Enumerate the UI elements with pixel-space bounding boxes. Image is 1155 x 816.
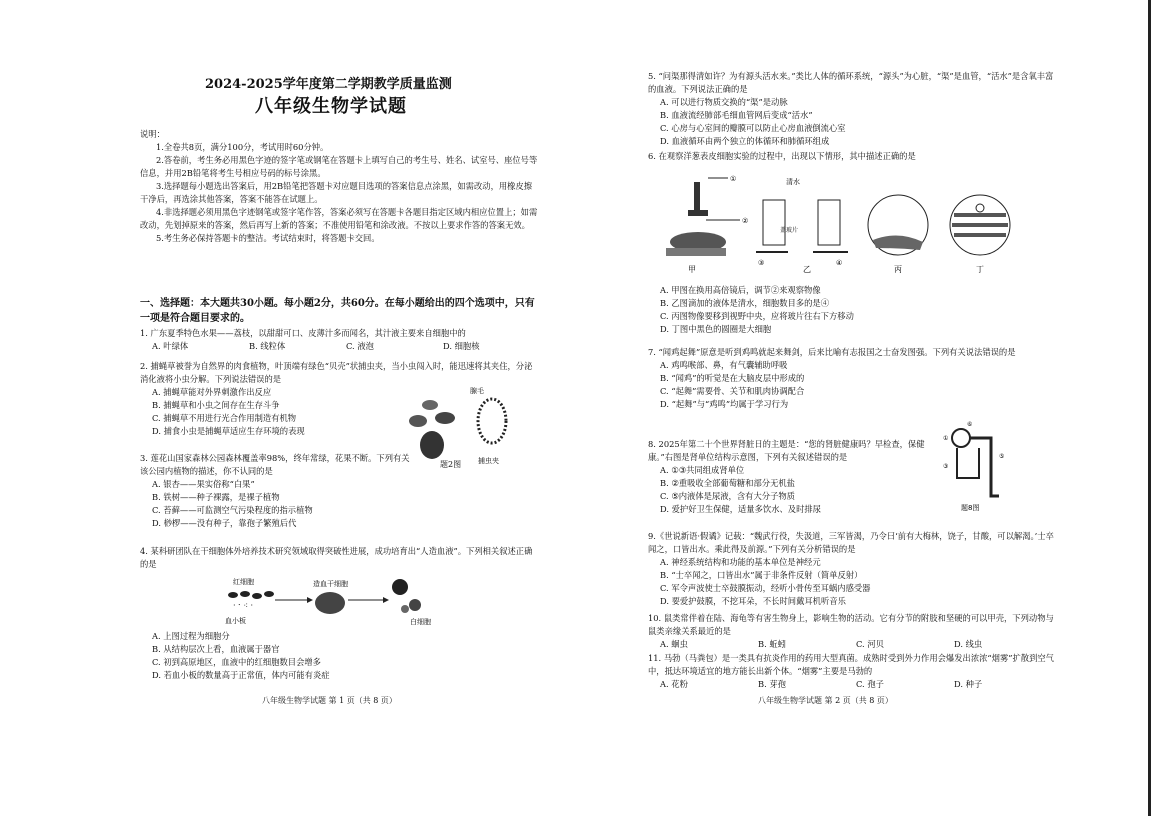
q4-option-a: A. 上图过程为细胞分 (152, 631, 230, 641)
q11-stem: 11. 马勃（马粪包）是一类具有抗炎作用的药用大型真菌。成熟时受到外力作用会爆发出浓浓“烟雾”扩散到空气中，抵达环境适宜的地方能长出新个体。“烟雾”主要是马勃的 (648, 653, 1054, 676)
question-3 (140, 452, 540, 530)
q7-option-a: A. 鸡鸣喉部、鼻，有气囊辅助呼吸 (660, 360, 788, 370)
q10-option-b: B. 蚯蚓 (758, 639, 786, 649)
q4-fig-stem: 造血干细胞 (313, 580, 348, 588)
q9-option-b: B. “士卒闻之，口皆出水”属于非条件反射（简单反射） (660, 570, 863, 580)
notes-label: 说明： (140, 129, 165, 139)
q9-option-a: A. 神经系统结构和功能的基本单位是神经元 (660, 557, 821, 567)
q5-stem: 5. “问渠那得清如许？为有源头活水来。”类比人体的循环系统，“源头”为心脏，“渠”是血管，“活水”是含氧丰富的血液。下列说法正确的是 (648, 71, 1054, 94)
svg-text:③: ③ (758, 259, 765, 267)
exam-page-2 (578, 0, 1155, 816)
q3-stem: 3. 莲花山国家森林公园森林覆盖率98%，终年常绿，花果不断。下列有关该公园内植物的描述，你不认同的是 (140, 453, 410, 476)
section-heading: 一、选择题：本大题共30小题。每小题2分，共60分。在每小题给出的四个选项中，只有一项是符合题目要求的。 (140, 298, 535, 324)
q7-stem: 7. “闻鸡起舞”原意是听到鸡鸣就起来舞剑，后来比喻有志报国之士奋发图强。下列有关说法错误的是 (648, 347, 1016, 357)
q2-option-d: D. 捕食小虫是捕蝇草适应生存环境的表现 (152, 426, 305, 436)
q5-option-d: D. 血液循环由两个独立的体循环和肺循环组成 (660, 136, 830, 146)
q7-option-b: B. “闻鸡”的听觉是在大脑皮层中形成的 (660, 373, 805, 383)
q11-option-c: C. 孢子 (856, 679, 884, 689)
q11-option-a: A. 花粉 (660, 679, 688, 689)
q3-option-c: C. 苔藓——可监测空气污染程度的指示植物 (152, 505, 313, 515)
q6-fig-label-3: 丙 (894, 265, 902, 274)
question-11 (648, 652, 1058, 691)
nephron-figure (943, 418, 1013, 513)
q3-option-b: B. 铁树——种子裸露，是裸子植物 (152, 492, 280, 502)
q5-option-b: B. 血液流经肺部毛细血管网后变成“活水” (660, 110, 813, 120)
q11-option-b: B. 芽孢 (758, 679, 786, 689)
note-4: 4.非选择题必须用黑色字迹钢笔或签字笔作答，答案必须写在答题卡各题目指定区域内相应位置上；如需改动，先划掉原来的答案，然后再写上新的答案；不准使用铅笔和涂改液。不按以上要求作答的答案无效。 (140, 207, 538, 230)
q11-option-d: D. 种子 (954, 679, 983, 689)
q3-option-d: D. 桫椤——没有种子，靠孢子繁殖后代 (152, 518, 297, 528)
question-6-options (648, 284, 1058, 336)
q4-option-c: C. 初到高原地区，血液中的红细胞数目会增多 (152, 657, 321, 667)
svg-text:①: ① (943, 435, 949, 442)
q1-option-c: C. 液泡 (346, 341, 374, 351)
exam-notes (140, 128, 540, 245)
q4-option-b: B. 从结构层次上看，血液属于器官 (152, 644, 280, 654)
q6-option-b: B. 乙图滴加的液体是清水，细胞数目多的是④ (660, 298, 830, 308)
svg-text:①: ① (730, 175, 737, 183)
question-6 (648, 150, 1058, 163)
svg-text:⑥: ⑥ (967, 421, 973, 428)
q1-stem: 1. 广东夏季特色水果——荔枝，以甜甜可口、皮薄汁多而闻名，其汁液主要来自细胞中的 (140, 328, 466, 338)
q6-option-d: D. 丁图中黑色的圆圈是大细胞 (660, 324, 772, 334)
q10-stem: 10. 鼠类常伴着在陆、海龟等有害生物身上，影响生物的活动。它有分节的附肢和坚硬的可以甲壳，下列动物与鼠类亲缘关系最近的是 (648, 613, 1054, 636)
svg-text:②: ② (742, 217, 749, 225)
q2-option-c: C. 捕蝇草不用进行光合作用制造有机物 (152, 413, 297, 423)
q2-stem: 2. 捕蝇草被誉为自然界的肉食植物，叶顶端有绿色“贝壳”状捕虫夹，当小虫闯入时，能迅速将其夹住，分泌消化液将小虫分解。下列说法错误的是 (140, 361, 533, 384)
q6-fig-label-2: 乙 (803, 265, 811, 274)
q5-option-a: A. 可以进行物质交换的“渠”是动脉 (660, 97, 788, 107)
q6-stem: 6. 在观察洋葱表皮细胞实验的过程中，出现以下情形，其中描述正确的是 (648, 151, 916, 161)
q3-option-a: A. 银杏——果实俗称“白果” (152, 479, 255, 489)
q4-fig-rbc: 红细胞 (233, 578, 254, 586)
q4-fig-wbc: 白细胞 (410, 618, 431, 626)
note-3: 3.选择题每小题选出答案后，用2B铅笔把答题卡对应题目选项的答案信息点涂黑，如需改动，用橡皮擦干净后，再选涂其他答案，答案不能答在试题上。 (140, 181, 533, 204)
q9-option-c: C. 军令声波使士卒鼓膜振动，经听小骨传至耳蜗内感受器 (660, 583, 871, 593)
q7-option-c: C. “起舞”需要骨、关节和肌肉协调配合 (660, 386, 805, 396)
q4-fig-platelet: 血小板 (225, 617, 246, 625)
q2-fig-tag-1: 腺毛 (470, 387, 484, 395)
q8-figure-label: 题8图 (961, 504, 980, 512)
q1-option-b: B. 线粒体 (249, 341, 286, 351)
q2-fig-tag-2: 捕虫夹 (478, 457, 499, 465)
q9-stem: 9.《世说新语·假谲》记载：“魏武行役，失汲道，三军皆渴，乃令曰‘前有大梅林，饶子，甘酸，可以解渴。’士卒闻之，口皆出水。乘此得及前源。”下列有关分析错误的是 (648, 531, 1054, 554)
question-9 (648, 530, 1058, 608)
q4-option-d: D. 若血小板的数量高于正常值，体内可能有炎症 (152, 670, 330, 680)
question-5 (648, 70, 1058, 148)
q8-option-c: C. ⑤内液体是尿液，含有大分子物质 (660, 491, 795, 501)
question-4 (140, 545, 540, 571)
q6-option-a: A. 甲图在换用高倍镜后，调节②来观察物像 (660, 285, 821, 295)
q2-figure-label: 题2图 (440, 460, 462, 469)
q6-fig-tag-2: 盖玻片 (780, 227, 799, 234)
q6-fig-label-4: 丁 (976, 265, 984, 274)
question-1 (140, 327, 540, 353)
page-1-footer: 八年级生物学试题 第 1 页（共 8 页） (262, 696, 397, 705)
page-2-footer: 八年级生物学试题 第 2 页（共 8 页） (758, 696, 893, 705)
svg-text:· ˑ ⁖ ·: · ˑ ⁖ · (233, 601, 254, 610)
question-4-options (140, 630, 540, 682)
onion-cell-experiment-figure (658, 170, 1068, 280)
q7-option-d: D. “起舞”与“鸡鸣”均属于学习行为 (660, 399, 789, 409)
q8-option-d: D. 爱护好卫生保健，适量多饮水、及时排尿 (660, 504, 821, 514)
scan-edge (1148, 0, 1151, 816)
q6-fig-label-1: 甲 (688, 265, 696, 274)
svg-text:③: ③ (943, 463, 949, 470)
note-2: 2.答卷前，考生务必用黑色字迹的签字笔或钢笔在答题卡上填写自己的考生号、姓名、试室号、座位号等信息，并用2B铅笔将考生号相应号码的标号涂黑。 (140, 155, 538, 178)
q1-option-d: D. 细胞核 (443, 341, 480, 351)
q6-option-c: C. 丙图物像要移到视野中央，应将玻片往右下方移动 (660, 311, 854, 321)
q5-option-c: C. 心房与心室间的瓣膜可以防止心房血液倒流心室 (660, 123, 846, 133)
q4-stem: 4. 某科研团队在干细胞体外培养技术研究领域取得突破性进展，成功培育出“人造血液”。下列相关叙述正确的是 (140, 546, 533, 569)
q8-option-a: A. ①③共同组成肾单位 (660, 465, 745, 475)
question-7 (648, 346, 1058, 411)
q2-option-b: B. 捕蝇草和小虫之间存在生存斗争 (152, 400, 280, 410)
note-1: 1.全卷共8页，满分100分，考试用时60分钟。 (156, 142, 329, 152)
q10-option-a: A. 蛔虫 (660, 639, 688, 649)
note-5: 5.考生务必保持答题卡的整洁。考试结束时，将答题卡交回。 (156, 233, 380, 243)
exam-year-title: 2024-2025学年度第二学期教学质量监测 (205, 77, 452, 92)
q8-option-b: B. ②重吸收全部葡萄糖和部分无机盐 (660, 478, 795, 488)
blood-cells-figure (225, 575, 455, 630)
q2-option-a: A. 捕蝇草能对外界刺激作出反应 (152, 387, 272, 397)
q6-fig-tag-1: 清水 (786, 178, 800, 186)
q10-option-c: C. 河贝 (856, 639, 884, 649)
q8-stem: 8. 2025年第二十个世界肾脏日的主题是：“您的肾脏健康吗？早检查，保健康。”右图是肾单位结构示意图，下列有关叙述错误的是 (648, 439, 925, 462)
q10-option-d: D. 线虫 (954, 639, 983, 649)
svg-text:⑤: ⑤ (999, 453, 1005, 460)
exam-main-title: 八年级生物学试题 (255, 96, 407, 117)
q9-option-d: D. 要爱护鼓膜，不挖耳朵，不长时间戴耳机听音乐 (660, 596, 846, 606)
q1-option-a: A. 叶绿体 (152, 341, 189, 351)
svg-text:④: ④ (836, 259, 843, 267)
question-10 (648, 612, 1058, 651)
